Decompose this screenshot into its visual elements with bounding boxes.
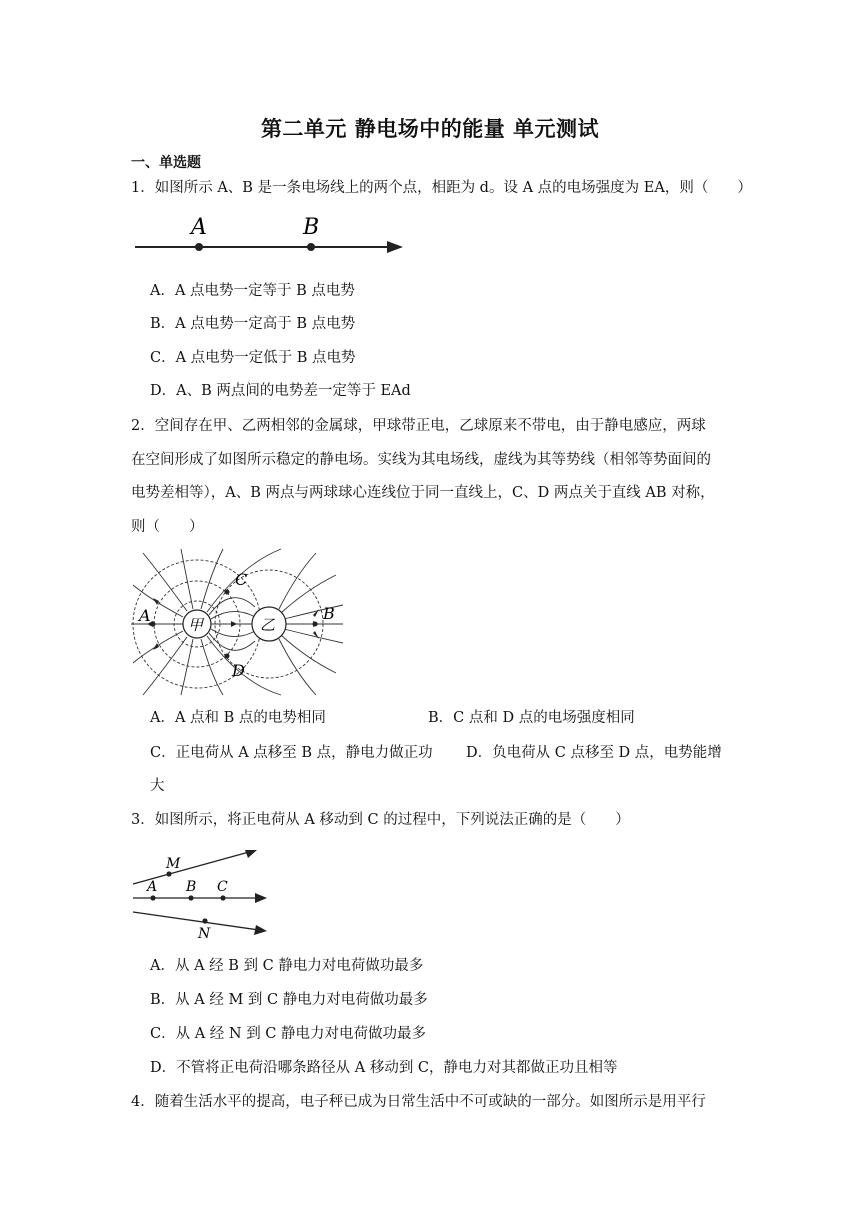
q2-label-d: D — [232, 661, 245, 680]
q2-label-a: A — [139, 606, 151, 625]
q1-label-a: A — [191, 215, 207, 240]
q2-stem-line-2: 在空间形成了如图所示稳定的静电场。实线为其电场线，虚线为其等势线（相邻等势面间的 — [131, 452, 711, 468]
q3-label-m: M — [166, 856, 181, 872]
q2-label-c: C — [235, 570, 248, 589]
q3-option-b: B．从 A 经 M 到 C 静电力对电荷做功最多 — [150, 992, 428, 1008]
q2-label-b: B — [323, 604, 335, 623]
q2-stem-line-1: 2．空间存在甲、乙两相邻的金属球，甲球带正电，乙球原来不带电，由于静电感应，两球 — [131, 418, 706, 434]
q1-stem: 1．如图所示 A、B 是一条电场线上的两个点，相距为 d。设 A 点的电场强度为 EA，则（ ） — [131, 180, 752, 196]
q2-option-d-continued: 大 — [150, 778, 165, 794]
q3-option-d: D．不管将正电荷沿哪条路径从 A 移动到 C，静电力对其都做正功且相等 — [150, 1060, 618, 1076]
q4-stem: 4．随着生活水平的提高，电子秤已成为日常生活中不可或缺的一部分。如图所示是用平行 — [131, 1094, 706, 1110]
q3-label-n: N — [198, 926, 211, 942]
q3-option-c: C．从 A 经 N 到 C 静电力对电荷做功最多 — [150, 1026, 427, 1042]
section-heading: 一、单选题 — [131, 155, 201, 171]
page-title: 第二单元 静电场中的能量 单元测试 — [260, 117, 600, 141]
q1-option-a: A．A 点电势一定等于 B 点电势 — [150, 283, 355, 299]
q2-label-yi: 乙 — [260, 616, 276, 634]
q3-label-b: B — [186, 879, 197, 895]
q3-option-a: A．从 A 经 B 到 C 静电力对电荷做功最多 — [150, 958, 424, 974]
q2-option-a: A．A 点和 B 点的电势相同 — [150, 710, 326, 726]
q2-stem-line-4: 则（ ） — [131, 519, 204, 535]
q1-option-d: D．A、B 两点间的电势差一定等于 EAd — [150, 383, 411, 399]
q2-option-d: D．负电荷从 C 点移至 D 点，电势能增 — [466, 745, 722, 761]
q1-field-line-figure — [131, 212, 411, 260]
q1-option-b: B．A 点电势一定高于 B 点电势 — [150, 316, 356, 332]
q3-stem: 3．如图所示，将正电荷从 A 移动到 C 的过程中，下列说法正确的是（ ） — [131, 812, 630, 828]
q2-label-jia: 甲 — [188, 616, 204, 634]
q2-option-c: C．正电荷从 A 点移至 B 点，静电力做正功 — [150, 745, 433, 761]
q1-option-c: C．A 点电势一定低于 B 点电势 — [150, 350, 356, 366]
q3-label-c: C — [217, 879, 228, 895]
q2-electric-field-figure — [131, 545, 345, 697]
q3-field-lines-figure — [131, 840, 273, 942]
q2-option-b: B．C 点和 D 点的电场强度相同 — [428, 710, 635, 726]
q3-label-a: A — [147, 879, 158, 895]
q2-stem-line-3: 电势差相等），A、B 两点与两球球心连线位于同一直线上，C、D 两点关于直线 AB 对称， — [131, 485, 715, 501]
q1-label-b: B — [303, 215, 320, 240]
